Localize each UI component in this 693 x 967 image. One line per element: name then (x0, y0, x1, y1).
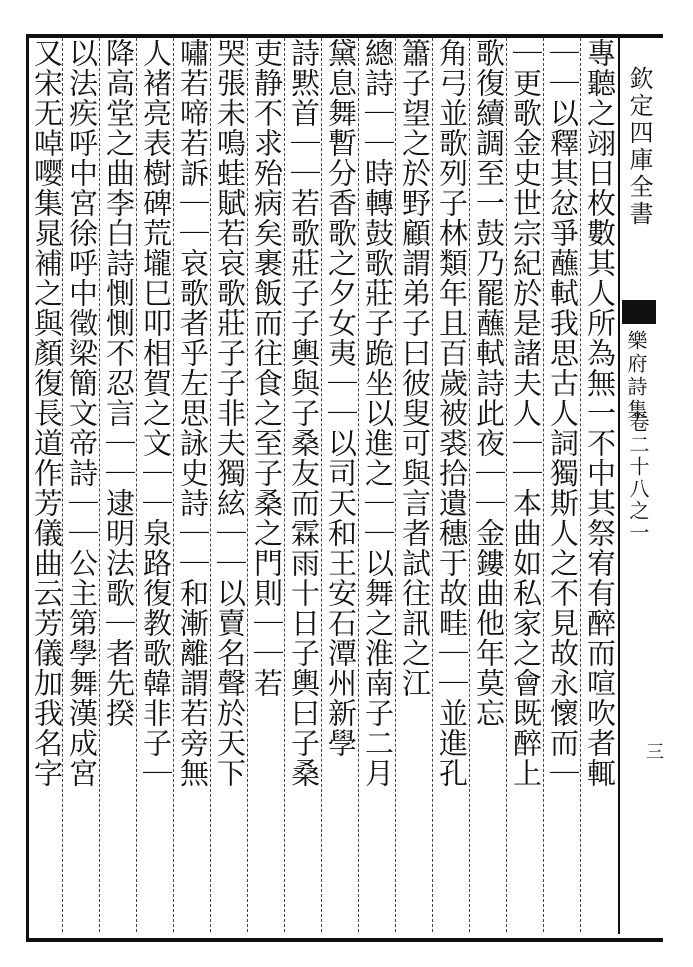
column-divider (469, 38, 470, 932)
column-divider (247, 38, 248, 932)
book-title: 欽定四庫全書 (625, 66, 653, 228)
text-column-7: 總詩｜｜時轉鼓歌莊子跪坐以進之｜｜以舞之淮南子二月 (361, 38, 395, 788)
fish-tail-mark (622, 300, 656, 324)
text-column-13: 人褚亮表樹碑荒壠巳叩相賀之文｜｜泉路復教歌韓非子｜ (139, 38, 173, 788)
text-column-6: 簫子望之於野顧謂弟子曰彼叟可與言者試往訊之江 (398, 38, 432, 698)
column-divider (284, 38, 285, 932)
folio-number: 三 (646, 742, 664, 763)
column-divider (432, 38, 433, 932)
text-column-9: 詩黙首｜｜若歌莊子子輿與子桑友而霖雨十日子輿曰子桑 (287, 38, 321, 788)
column-divider (210, 38, 211, 932)
text-column-8: 黛息舞暫分香歌之夕女夷｜｜以司天和王安石潭州新學 (324, 38, 358, 758)
text-column-11: 哭張未鳴蛙賦若哀歌莊子子非夫獨絃｜｜以賣名聲於天下 (213, 38, 247, 788)
text-column-5: 角弓並歌列子林類年且百歲被裘拾遺穗于故畦｜｜並進孔 (435, 38, 469, 788)
text-column-12: 嘯若啼若訴｜｜哀歌者乎左思詠史詩｜｜和漸離謂若旁無 (176, 38, 210, 788)
column-divider (99, 38, 100, 932)
text-column-3: ｜更歌金史世宗紀於是諸夫人｜｜本曲如私家之會既醉上 (509, 38, 543, 788)
column-divider (321, 38, 322, 932)
column-divider (173, 38, 174, 932)
text-column-4: 歌復續調至一鼓乃罷蘸軾詩此夜｜｜金鏤曲他年莫忘 (472, 38, 506, 728)
text-column-10: 吏静不求殆病矣裹飯而往食之至子桑之門則｜｜若 (250, 38, 284, 698)
text-column-1: 專聽之翊日枚數其人所為無一不中其祭宥有醉而喧吹者輒 (583, 38, 617, 788)
text-column-14: 降高堂之曲李白詩惻惻不忍言｜｜逮明法歌｜者先揆 (102, 38, 136, 728)
column-divider (506, 38, 507, 932)
text-column-16: 又宋无啅嘤集晁補之與顏復長道作芳儀曲云芳儀加我名字 (30, 38, 64, 788)
column-divider (395, 38, 396, 932)
text-column-2: ｜｜以釋其忿爭蘸軾我思古人詞獨斯人之不見故永懷而｜ (546, 38, 580, 788)
column-divider (358, 38, 359, 932)
column-divider (543, 38, 544, 932)
column-divider (136, 38, 137, 932)
column-divider (580, 38, 581, 932)
work-title: 樂府詩集 (624, 330, 648, 422)
text-column-15: 以法疾呼中宮徐呼中徵梁簡文帝詩｜｜公主第學舞漢成宮 (65, 38, 99, 788)
volume-label: 卷二十八之一 (626, 412, 650, 544)
